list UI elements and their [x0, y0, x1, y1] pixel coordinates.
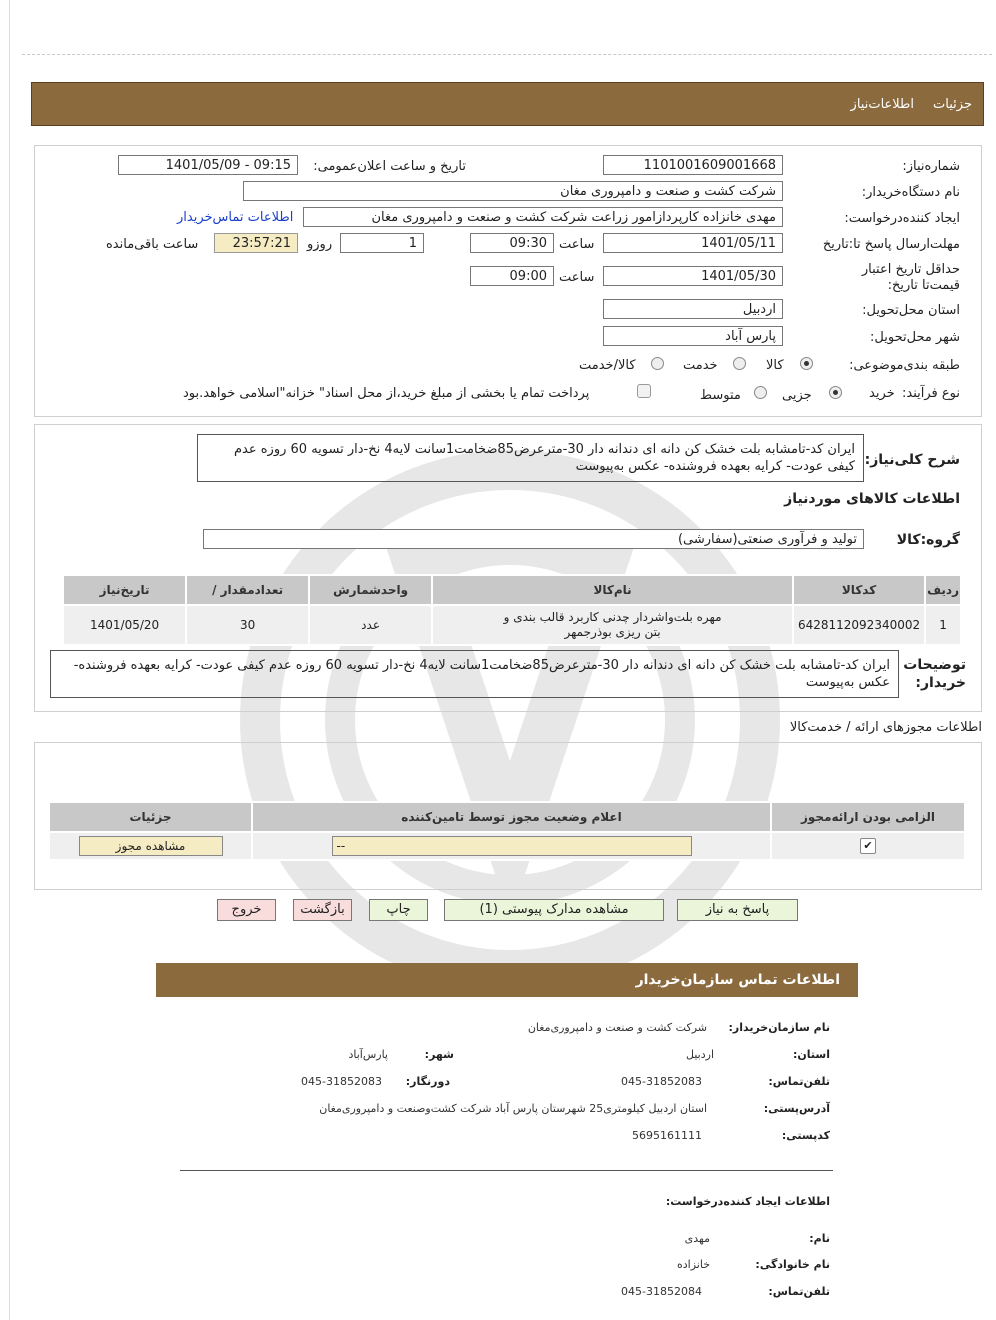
- postal-label: کدپستی:: [781, 1129, 830, 1142]
- permits-title: اطلاعات مجوزهای ارائه / خدمت‌کالا: [789, 720, 982, 735]
- view-permit-button[interactable]: مشاهده مجوز: [79, 836, 223, 856]
- row-qty: 30: [186, 605, 309, 645]
- row-unit: عدد: [309, 605, 432, 645]
- required-checkbox[interactable]: ✔: [860, 838, 876, 854]
- creator-phone-value: 045-31852084: [621, 1285, 702, 1298]
- process-minor-radio[interactable]: [829, 386, 842, 399]
- need-number-field: 1101001609001668: [603, 155, 783, 175]
- announce-field: 1401/05/09 - 09:15: [118, 155, 298, 175]
- col-qty: تعدادمقدار /: [186, 575, 309, 605]
- group-label: گروه:کالا: [896, 532, 960, 548]
- creator-info-title: اطلاعات ایجاد کننده‌درخواست:: [665, 1195, 830, 1208]
- top-divider: [22, 54, 992, 55]
- days-label: روزو: [307, 237, 333, 252]
- buyer-desc-label: توضیحات خریدار:: [903, 657, 966, 691]
- process-medium-label: متوسط: [700, 388, 741, 403]
- status-cell: [252, 832, 771, 860]
- exit-button[interactable]: خروج: [217, 899, 276, 921]
- category-goods-label: کالا: [766, 358, 784, 373]
- attachments-button[interactable]: مشاهده مدارک پیوستی (1): [444, 899, 664, 921]
- province-label: استان محل‌تحویل:: [862, 303, 960, 318]
- col-date: تاریخ‌نیاز: [63, 575, 186, 605]
- col-unit: واحدشمارش: [309, 575, 432, 605]
- contact-phone-value: 045-31852083: [621, 1075, 702, 1088]
- province-field: اردبیل: [603, 299, 783, 319]
- price-validity-time-field: 09:00: [470, 266, 554, 286]
- permits-table: [48, 801, 966, 861]
- goods-table: [62, 574, 962, 646]
- last-name-label: نام خانوادگی:: [755, 1258, 830, 1271]
- address-value: استان اردبیل کیلومتری25 شهرستان پارس آباد شرکت کشت‌وصنعت و دامپروری‌مغان: [319, 1102, 707, 1115]
- buyer-org-label: نام دستگاه‌خریدار:: [861, 185, 960, 200]
- city-label: شهر محل‌تحویل:: [870, 330, 960, 345]
- goods-table-header: [63, 575, 961, 605]
- price-validity-time-label: ساعت: [559, 270, 595, 285]
- category-service-radio[interactable]: [733, 357, 746, 370]
- deadline-label: مهلت‌ارسال پاسخ تا:تاریخ: [822, 237, 960, 252]
- category-service-label: خدمت: [683, 358, 718, 373]
- process-medium-radio[interactable]: [754, 386, 767, 399]
- fax-value: 045-31852083: [301, 1075, 382, 1088]
- group-field: تولید و فرآوری صنعتی(سفارشی): [203, 529, 864, 549]
- summary-text: ایران کد-تامشابه بلت خشک کن دانه ای دندانه دار 30-مترعرض85ضخامت1سانت لایه4 نخ-دار تسویه 60 روزه عدم کیفی عودت- کرایه بعهده فروشنده- عکس به‌پیوست: [197, 434, 864, 482]
- details-cell: [49, 832, 252, 860]
- col-status: اعلام وضعیت مجوز توسط تامین‌کننده: [252, 802, 771, 832]
- buyer-contact-link[interactable]: اطلاعات تماس‌خریدار: [177, 210, 294, 225]
- row-name: مهره بلت‌واشردار چدنی کاربرد قالب بندی و بتن ریزی بوذرجمهر: [432, 605, 793, 645]
- postal-value: 5695161111: [632, 1129, 702, 1142]
- back-button[interactable]: بازگشت: [293, 899, 352, 921]
- city-field: پارس آباد: [603, 326, 783, 346]
- announce-label: تاریخ و ساعت اعلان‌عمومی:: [313, 159, 466, 174]
- col-name: نام‌کالا: [432, 575, 793, 605]
- category-both-label: کالا/خدمت: [579, 358, 636, 373]
- creator-phone-label: تلفن‌تماس:: [768, 1285, 830, 1298]
- org-label: نام سازمان‌خریدار:: [728, 1021, 830, 1034]
- org-value: شرکت کشت و صنعت و دامپروری‌مغان: [527, 1021, 707, 1034]
- contact-divider: [180, 1170, 833, 1171]
- address-label: آدرس‌پستی:: [763, 1102, 830, 1115]
- reply-button[interactable]: پاسخ به نیاز: [677, 899, 798, 921]
- process-buy-label: خرید: [869, 386, 895, 401]
- col-details: جزئیات: [49, 802, 252, 832]
- category-both-radio[interactable]: [651, 357, 664, 370]
- category-label: طبقه بندی‌موضوعی:: [849, 358, 960, 373]
- tab-need-info[interactable]: اطلاعات‌نیاز: [850, 97, 914, 112]
- first-name-value: مهدی: [684, 1232, 710, 1245]
- days-field: 1: [340, 233, 424, 253]
- price-validity-label: حداقل تاریخ اعتبار قیمت‌تا تاریخ:: [861, 262, 960, 293]
- contact-city-value: پارس‌آباد: [348, 1048, 388, 1061]
- col-required: الزامی بودن ارائه‌مجوز: [771, 802, 965, 832]
- table-row: [63, 605, 961, 645]
- process-minor-label: جزیی: [782, 388, 812, 403]
- required-cell: [771, 832, 965, 860]
- last-name-value: خانزاده: [677, 1258, 710, 1271]
- status-field[interactable]: --: [332, 836, 692, 856]
- goods-info-title: اطلاعات کالاهای موردنیاز: [784, 491, 960, 507]
- fax-label: دورنگار:: [405, 1075, 450, 1088]
- row-code: 6428112092340002: [793, 605, 925, 645]
- buyer-desc-text: ایران کد-تامشابه بلت خشک کن دانه ای دندانه دار 30-مترعرض85ضخامت1سانت لایه4 نخ-دار تسویه 60 روزه عدم کیفی عودت- کرایه بعهده فروشنده- عکس به‌پیوست: [50, 650, 899, 698]
- remaining-timer: 23:57:21: [214, 233, 298, 253]
- contact-city-label: شهر:: [424, 1048, 454, 1061]
- contact-province-value: اردبیل: [686, 1048, 714, 1061]
- contact-province-label: استان:: [793, 1048, 830, 1061]
- deadline-time-label: ساعت: [559, 237, 595, 252]
- row-number: 1: [925, 605, 961, 645]
- col-row: ردیف: [925, 575, 961, 605]
- contact-phone-label: تلفن‌تماس:: [768, 1075, 830, 1088]
- table-row: [49, 832, 965, 860]
- section-header: [31, 82, 984, 126]
- remaining-label: ساعت باقی‌مانده: [106, 237, 199, 252]
- summary-label: شرح کلی‌نیاز:: [864, 452, 960, 468]
- tab-details[interactable]: جزئیات: [933, 97, 972, 112]
- creator-field: مهدی خانزاده کارپردازامور زراعت شرکت کشت و صنعت و دامپروری مغان: [303, 207, 783, 227]
- creator-label: ایجاد کننده‌درخواست:: [844, 211, 960, 226]
- treasury-checkbox[interactable]: [637, 384, 651, 398]
- process-label: نوع فرآیند:: [902, 386, 960, 401]
- category-goods-radio[interactable]: [800, 357, 813, 370]
- deadline-date-field: 1401/05/11: [603, 233, 783, 253]
- need-number-label: شماره‌نیاز:: [902, 159, 960, 174]
- print-button[interactable]: چاپ: [369, 899, 428, 921]
- first-name-label: نام:: [809, 1232, 830, 1245]
- treasury-note: پرداخت تمام یا بخشی از مبلغ خرید،از محل اسناد" خزانه"اسلامی خواهد.بود: [183, 386, 590, 401]
- price-validity-date-field: 1401/05/30: [603, 266, 783, 286]
- row-date: 1401/05/20: [63, 605, 186, 645]
- page-left-border: [9, 0, 10, 1320]
- buyer-org-field: شرکت کشت و صنعت و دامپروری مغان: [243, 181, 783, 201]
- permits-table-header: [49, 802, 965, 832]
- deadline-time-field: 09:30: [470, 233, 554, 253]
- contact-title: اطلاعات تماس سازمان‌خریدار: [635, 972, 840, 988]
- contact-header: [156, 963, 858, 997]
- col-code: کدکالا: [793, 575, 925, 605]
